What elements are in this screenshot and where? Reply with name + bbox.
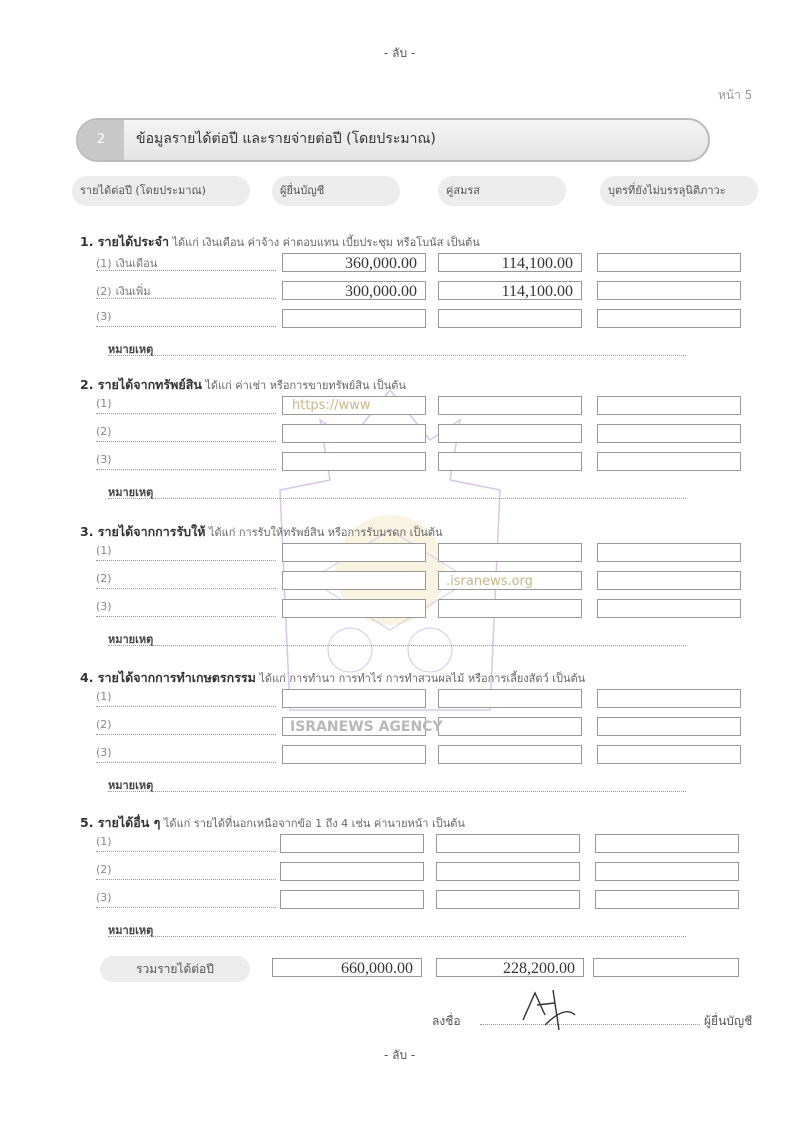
spouse-amount-field[interactable] [438, 745, 582, 764]
section-heading-title: 3. รายได้จากการรับให้ [80, 524, 206, 539]
column-header-spouse: คู่สมรส [438, 176, 566, 206]
row-label-text[interactable]: เงินเพิ่ม [115, 285, 151, 298]
total-label: รวมรายได้ต่อปี [100, 956, 250, 982]
filer-amount-field[interactable] [282, 452, 426, 471]
row-number: (2) [96, 863, 112, 876]
children-amount-field[interactable] [597, 424, 741, 443]
children-amount-field[interactable] [597, 253, 741, 272]
children-amount-field[interactable] [595, 890, 739, 909]
children-amount-field[interactable] [597, 452, 741, 471]
row-number: (2) [96, 285, 112, 298]
row-label [96, 425, 276, 442]
section-heading [80, 232, 480, 252]
row-label [96, 718, 276, 735]
row-label [96, 254, 276, 271]
row-number: (2) [96, 572, 112, 585]
section-title: ข้อมูลรายได้ต่อปี และรายจ่ายต่อปี (โดยประมาณ) [136, 131, 436, 147]
section-heading-desc: ได้แก่ ค่าเช่า หรือการขายทรัพย์สิน เป็นต้น [205, 379, 406, 392]
row-label [96, 572, 276, 589]
secret-footer: - ลับ - [384, 1048, 416, 1062]
watermark-url-domain: .isranews.org [446, 574, 533, 589]
filer-amount-field[interactable] [282, 717, 426, 736]
row-label [96, 544, 276, 561]
children-amount-field[interactable] [597, 543, 741, 562]
watermark-url-part: https://www [292, 398, 371, 413]
row-number: (2) [96, 718, 112, 731]
row-number: (3) [96, 891, 112, 904]
children-amount-field[interactable] [595, 834, 739, 853]
row-number: (2) [96, 425, 112, 438]
spouse-amount-field[interactable] [438, 424, 582, 443]
row-number: (1) [96, 690, 112, 703]
children-amount-field[interactable] [597, 599, 741, 618]
section-heading-desc: ได้แก่ การทำนา การทำไร่ การทำสวนผลไม้ หรือการเลี้ยงสัตว์ เป็นต้น [259, 672, 586, 685]
section-note[interactable] [108, 776, 686, 792]
row-label [96, 690, 276, 707]
column-header-income: รายได้ต่อปี (โดยประมาณ) [72, 176, 250, 206]
page-number: หน้า 5 [718, 88, 753, 102]
filer-amount-field[interactable] [282, 424, 426, 443]
children-amount-field[interactable] [597, 281, 741, 300]
filer-amount-field[interactable] [282, 543, 426, 562]
filer-amount-field[interactable] [280, 862, 424, 881]
row-label [96, 746, 276, 763]
spouse-amount-field[interactable] [436, 890, 580, 909]
section-number-badge: 2 [78, 120, 124, 160]
filer-amount-field[interactable] [282, 745, 426, 764]
section-heading-title: 5. รายได้อื่น ๆ [80, 815, 161, 830]
column-header-filer: ผู้ยื่นบัญชี [272, 176, 400, 206]
section-note[interactable] [108, 921, 686, 937]
row-number: (1) [96, 257, 112, 270]
section-heading [80, 522, 443, 542]
row-label [96, 835, 276, 852]
signature-line [480, 1024, 700, 1025]
filer-amount-field[interactable] [280, 834, 424, 853]
section-heading-desc: ได้แก่ การรับให้ทรัพย์สิน หรือการรับมรดก เป็นต้น [208, 526, 443, 539]
watermark-agency: ISRANEWS AGENCY [290, 719, 443, 735]
total-children[interactable] [593, 958, 739, 977]
row-label [96, 863, 276, 880]
children-amount-field[interactable] [597, 309, 741, 328]
children-amount-field[interactable] [597, 717, 741, 736]
spouse-amount-field[interactable]: 114,100.00 [438, 281, 582, 300]
children-amount-field[interactable] [597, 571, 741, 590]
row-label [96, 397, 276, 414]
spouse-amount-field[interactable] [438, 543, 582, 562]
section-note[interactable] [108, 630, 686, 646]
row-number: (3) [96, 600, 112, 613]
spouse-amount-field[interactable] [438, 396, 582, 415]
row-label [96, 282, 276, 299]
row-label-text[interactable]: เงินเดือน [115, 257, 158, 270]
row-number: (1) [96, 835, 112, 848]
section-heading-desc: ได้แก่ รายได้ที่นอกเหนือจากข้อ 1 ถึง 4 เช่น ค่านายหน้า เป็นต้น [163, 817, 465, 830]
spouse-amount-field[interactable] [438, 717, 582, 736]
filer-amount-field[interactable] [282, 396, 426, 415]
section-heading-title: 1. รายได้ประจำ [80, 234, 169, 249]
filer-amount-field[interactable] [282, 571, 426, 590]
note-label: หมายเหตุ [108, 924, 154, 937]
filer-amount-field[interactable] [280, 890, 424, 909]
children-amount-field[interactable] [597, 689, 741, 708]
row-label [96, 891, 276, 908]
children-amount-field[interactable] [597, 745, 741, 764]
signature-suffix: ผู้ยื่นบัญชี [704, 1014, 753, 1028]
secret-header: - ลับ - [384, 46, 416, 60]
spouse-amount-field[interactable] [436, 834, 580, 853]
spouse-amount-field[interactable] [438, 309, 582, 328]
section-heading [80, 375, 406, 395]
row-number: (1) [96, 544, 112, 557]
total-filer[interactable]: 660,000.00 [272, 958, 422, 977]
section-heading-title: 2. รายได้จากทรัพย์สิน [80, 377, 202, 392]
section-heading-desc: ได้แก่ เงินเดือน ค่าจ้าง ค่าตอบแทน เบี้ยประชุม หรือโบนัส เป็นต้น [172, 236, 480, 249]
column-header-children: บุตรที่ยังไม่บรรลุนิติภาวะ [600, 176, 758, 206]
section-heading [80, 668, 585, 688]
note-label: หมายเหตุ [108, 486, 154, 499]
filer-amount-field[interactable] [282, 309, 426, 328]
row-label [96, 310, 276, 327]
children-amount-field[interactable] [597, 396, 741, 415]
row-label [96, 453, 276, 470]
row-label [96, 600, 276, 617]
section-heading-title: 4. รายได้จากการทำเกษตรกรรม [80, 670, 256, 685]
signature-prefix: ลงชื่อ [432, 1014, 461, 1028]
row-number: (1) [96, 397, 112, 410]
children-amount-field[interactable] [595, 862, 739, 881]
spouse-amount-field[interactable] [438, 571, 582, 590]
section-note[interactable] [108, 483, 686, 499]
section-heading [80, 813, 465, 833]
row-number: (3) [96, 453, 112, 466]
row-number: (3) [96, 746, 112, 759]
row-number: (3) [96, 310, 112, 323]
filer-amount-field[interactable] [282, 599, 426, 618]
spouse-amount-field[interactable]: 114,100.00 [438, 253, 582, 272]
spouse-amount-field[interactable] [438, 689, 582, 708]
filer-amount-field[interactable]: 360,000.00 [282, 253, 426, 272]
note-label: หมายเหตุ [108, 633, 154, 646]
note-label: หมายเหตุ [108, 779, 154, 792]
section-note[interactable] [108, 340, 686, 356]
filer-amount-field[interactable]: 300,000.00 [282, 281, 426, 300]
note-label: หมายเหตุ [108, 343, 154, 356]
handwritten-signature [515, 985, 585, 1035]
spouse-amount-field[interactable] [438, 452, 582, 471]
spouse-amount-field[interactable] [438, 599, 582, 618]
filer-amount-field[interactable] [282, 689, 426, 708]
total-spouse[interactable]: 228,200.00 [436, 958, 584, 977]
spouse-amount-field[interactable] [436, 862, 580, 881]
